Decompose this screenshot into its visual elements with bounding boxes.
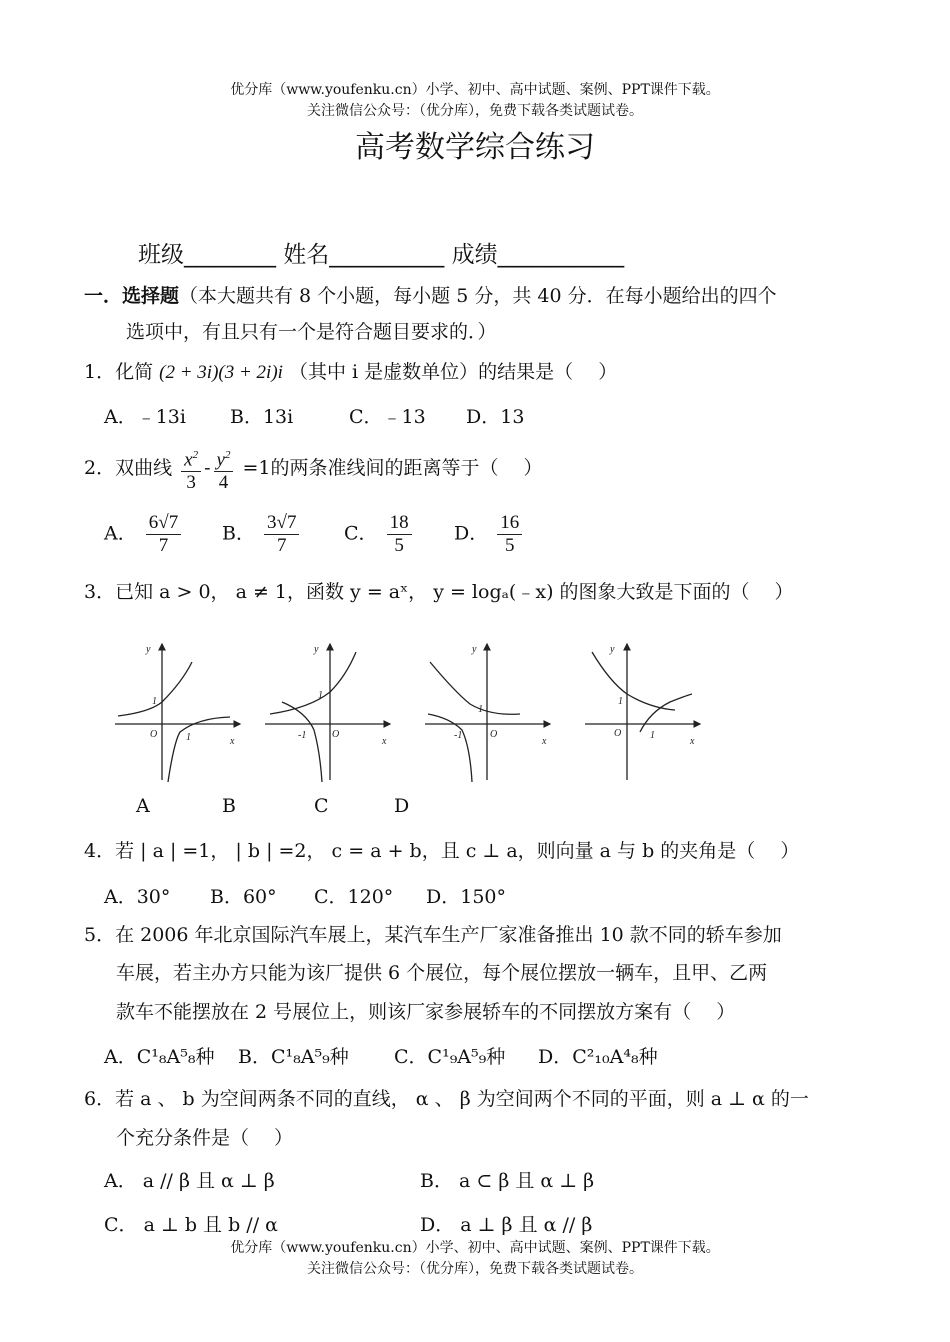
q2-option-b-label: B．	[222, 522, 255, 545]
svg-text:1: 1	[478, 704, 483, 715]
q2-option-a-den: 7	[158, 535, 169, 556]
q1-number: 1．	[84, 361, 116, 383]
svg-text:-1: -1	[454, 730, 463, 741]
q5-option-b: B．C¹₈A⁵₉种	[238, 1046, 349, 1068]
svg-text:O: O	[614, 728, 622, 739]
q1-post: （其中 i 是虚数单位）的结果是（ ）	[289, 361, 618, 383]
svg-text:y: y	[314, 644, 319, 655]
svg-text:x: x	[542, 736, 547, 747]
graph-label-a: A	[136, 795, 150, 817]
svg-text:O: O	[332, 729, 340, 740]
svg-text:y: y	[610, 644, 615, 655]
graph-b	[265, 644, 390, 782]
q6-option-a: A． a // β 且 α ⊥ β	[104, 1170, 275, 1192]
q2-option-b-den: 7	[276, 535, 287, 556]
q2-post: =1的两条准线间的距离等于（ ）	[242, 457, 543, 480]
q2-option-c	[344, 512, 415, 557]
question-1	[84, 359, 617, 386]
q5-option-d: D．C²₁₀A⁴₈种	[538, 1046, 658, 1068]
q5-number: 5．	[84, 924, 116, 946]
svg-text:x: x	[690, 736, 695, 747]
q2-option-d-num: 16	[497, 512, 522, 535]
q1-option-c: C．﹣13	[349, 406, 426, 428]
q2-option-c-num: 18	[387, 512, 412, 535]
q1-option-b: B．13i	[230, 406, 294, 428]
graph-label-d: D	[394, 795, 410, 817]
q1-pre: 化简	[115, 361, 154, 383]
header-line-1: 优分库（www.youfenku.cn）小学、初中、高中试题、案例、PPT课件下载。	[230, 82, 720, 98]
q2-option-c-den: 5	[394, 535, 404, 556]
svg-text:y: y	[472, 644, 477, 655]
q1-option-a: A．﹣13i	[104, 406, 186, 428]
footer-line-2: 关注微信公众号：（优分库），免费下载各类试题试卷。	[307, 1261, 643, 1277]
question-6	[84, 1086, 809, 1112]
q5-line-1: 在 2006 年北京国际汽车展上，某汽车生产厂家准备推出 10 款不同的轿车参加	[115, 924, 782, 946]
q5-line-3: 款车不能摆放在 2 号展位上，则该厂家参展轿车的不同摆放方案有（ ）	[116, 1001, 736, 1023]
section-label: 一．选择题	[84, 285, 180, 307]
q2-option-c-label: C．	[344, 522, 378, 545]
graph-label-b: B	[222, 795, 236, 817]
question-3	[84, 579, 794, 605]
graph-label-c: C	[314, 795, 329, 817]
q2-option-b	[222, 512, 302, 557]
q6-option-b: B． a ⊂ β 且 α ⊥ β	[420, 1170, 595, 1192]
graph-a	[115, 644, 240, 782]
section-desc-1: （本大题共有 8 个小题，每小题 5 分，共 40 分．在每小题给出的四个	[179, 285, 777, 307]
graph-c	[425, 644, 550, 782]
q2-option-a-label: A．	[104, 522, 137, 545]
q5-option-a: A．C¹₈A⁵₈种	[104, 1046, 215, 1068]
q4-text: 若 | a | =1， | b | =2， c = a + b，且 c ⊥ a，则向量 a 与 b 的夹角是（ ）	[115, 840, 800, 862]
q2-option-b-num: 3√7	[264, 512, 299, 535]
graph-d	[585, 644, 700, 780]
q2-option-d	[454, 512, 525, 557]
header-line-2: 关注微信公众号：（优分库），免费下载各类试题试卷。	[307, 103, 643, 119]
q2-option-d-den: 5	[505, 535, 515, 556]
question-2: 2．双曲线 $\frac{x^2}{3}$ - $\frac{y^2}{4}$ =1的两条准线间的距离等于（ ）	[84, 444, 543, 494]
q5-option-c: C．C¹₉A⁵₉种	[394, 1046, 506, 1068]
q4-option-d: D．150°	[426, 886, 506, 908]
q2-frac-y: $\frac{y^2}{4}$	[214, 444, 234, 494]
student-info-line: 班级________ 姓名__________ 成绩___________	[138, 242, 625, 268]
q2-option-d-label: D．	[454, 522, 489, 545]
svg-text:1: 1	[152, 696, 157, 707]
question-4	[84, 838, 799, 864]
svg-text:O: O	[490, 729, 498, 740]
q3-text: 已知 a > 0， a ≠ 1，函数 y = aˣ， y = logₐ(﹣x) 的图象大致是下面的（ ）	[115, 581, 794, 603]
q6-option-d: D． a ⊥ β 且 α // β	[420, 1214, 593, 1236]
section-heading	[84, 283, 777, 309]
svg-text:1: 1	[650, 730, 655, 741]
svg-text:1: 1	[186, 732, 191, 743]
q2-pre: 双曲线	[115, 457, 173, 480]
q2-option-a-num: 6√7	[146, 512, 181, 535]
svg-text:1: 1	[318, 690, 323, 701]
q1-option-d: D．13	[466, 406, 525, 428]
svg-text:y: y	[146, 644, 151, 655]
q4-option-a: A．30°	[104, 886, 171, 908]
q3-graphs-figure	[110, 632, 710, 792]
q2-option-a	[104, 512, 184, 557]
q6-line-1: 若 a 、 b 为空间两条不同的直线， α 、 β 为空间两个不同的平面，则 a ⊥ α 的一	[115, 1088, 809, 1110]
q4-option-b: B．60°	[210, 886, 277, 908]
q2-number: 2．	[84, 457, 116, 480]
q6-number: 6．	[84, 1088, 116, 1110]
svg-text:x: x	[382, 736, 387, 747]
question-5	[84, 922, 782, 948]
svg-text:-1: -1	[298, 730, 307, 741]
q6-option-c: C． a ⊥ b 且 b // α	[104, 1214, 278, 1236]
q5-line-2: 车展，若主办方只能为该厂提供 6 个展位，每个展位摆放一辆车，且甲、乙两	[116, 962, 768, 984]
page-title: 高考数学综合练习	[355, 130, 595, 165]
q2-frac-x: $\frac{x^2}{3}$	[181, 444, 201, 494]
footer-line-1: 优分库（www.youfenku.cn）小学、初中、高中试题、案例、PPT课件下载。	[230, 1240, 720, 1256]
svg-text:x: x	[230, 736, 235, 747]
q3-number: 3．	[84, 581, 116, 603]
svg-text:1: 1	[618, 696, 623, 707]
q4-option-c: C．120°	[314, 886, 394, 908]
q1-expression: (2 + 3i)(3 + 2i)i	[159, 362, 283, 383]
q4-number: 4．	[84, 840, 116, 862]
svg-text:O: O	[150, 729, 158, 740]
q6-line-2: 个充分条件是（ ）	[116, 1127, 294, 1149]
section-desc-2: 选项中，有且只有一个是符合题目要求的．）	[126, 321, 497, 343]
